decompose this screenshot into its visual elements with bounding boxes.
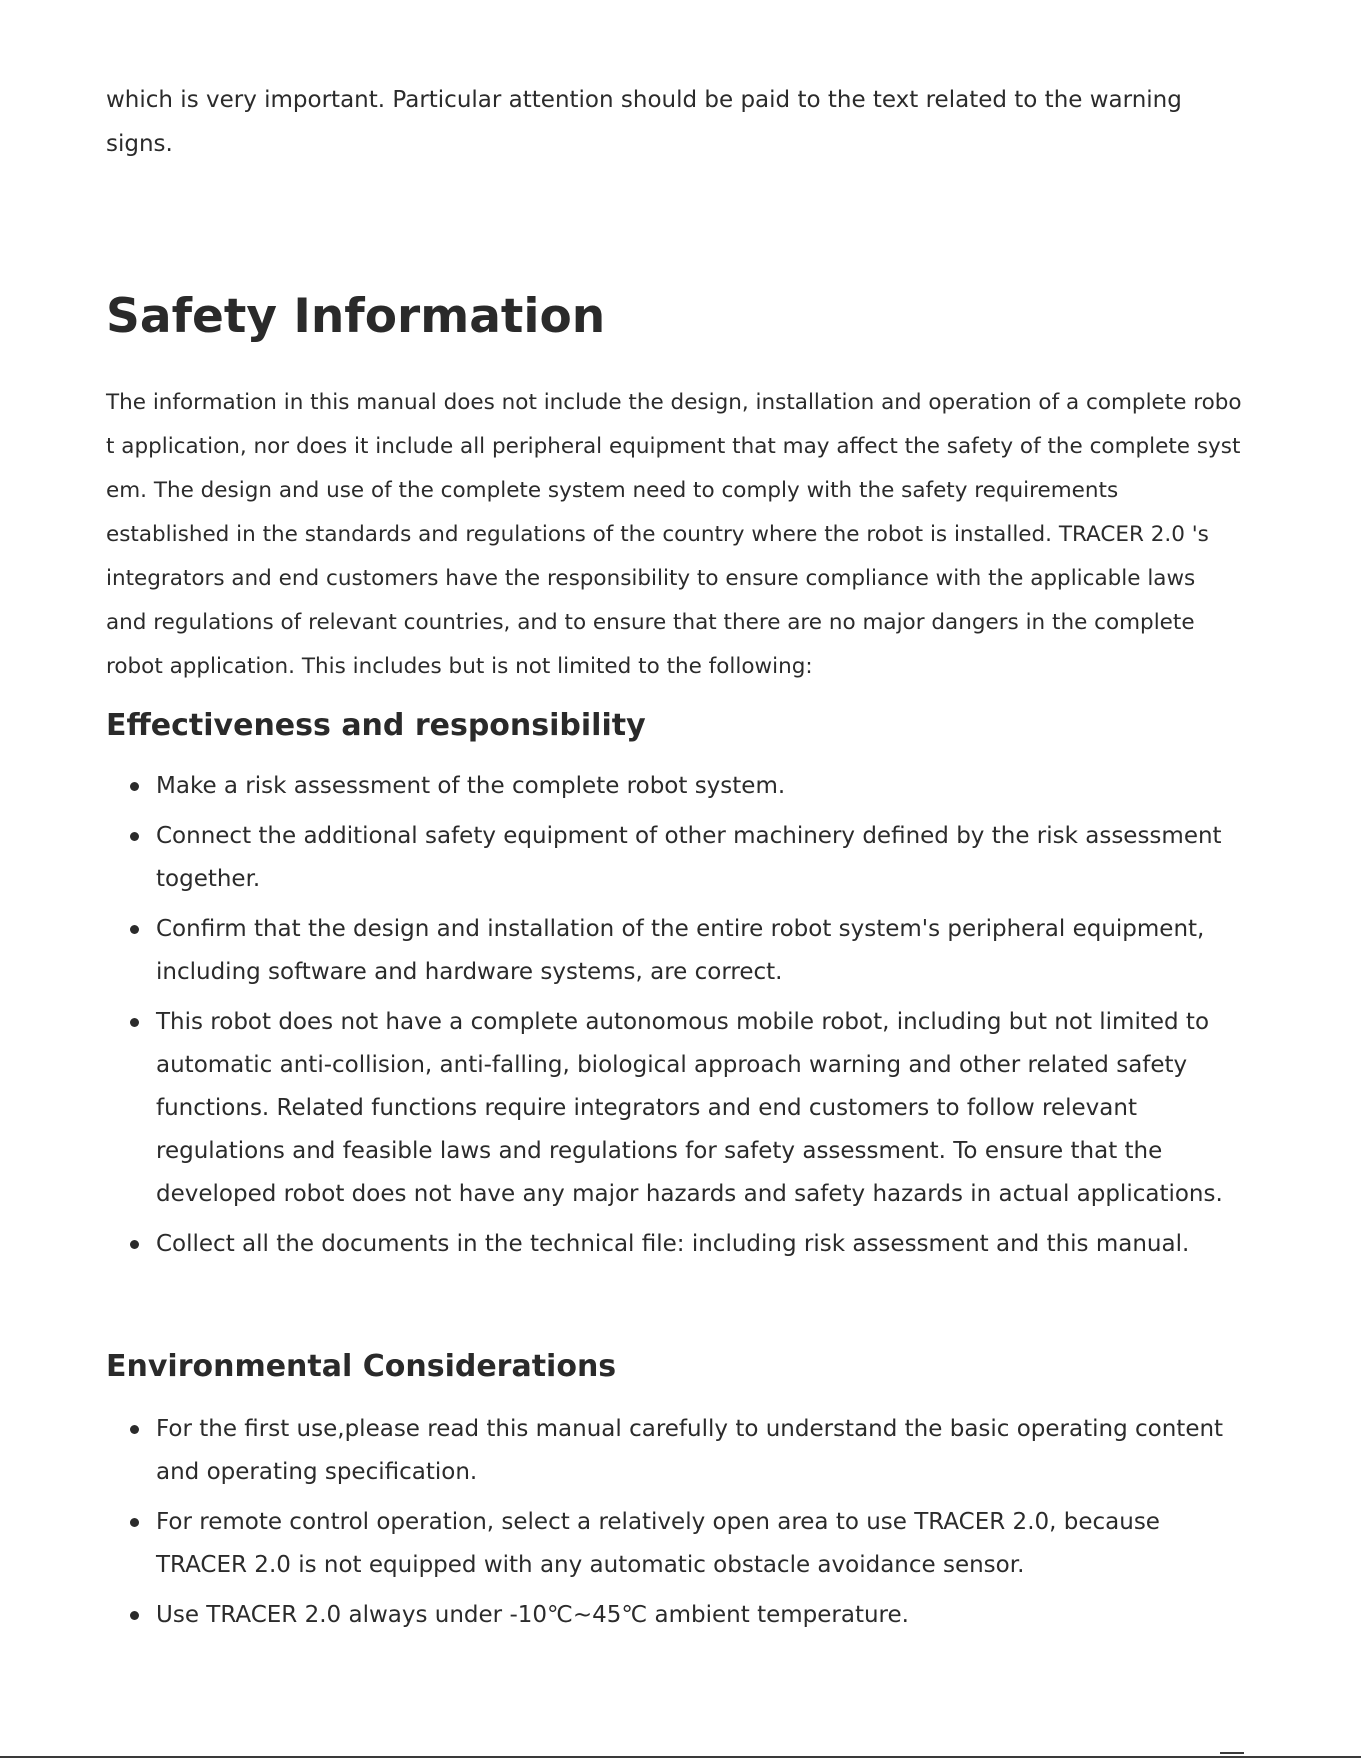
intro-paragraph: which is very important. Particular attention should be paid to the text related to the warning signs. — [106, 87, 1182, 157]
bullet-icon — [130, 1018, 139, 1027]
effectiveness-list — [106, 765, 1256, 1273]
bullet-icon — [130, 832, 139, 841]
bullet-icon — [130, 782, 139, 791]
list-item-text: Connect the additional safety equipment of other machinery defined by the risk assessment together. — [156, 823, 1222, 892]
list-item — [106, 1594, 1256, 1637]
list-item-text: For the first use,please read this manual carefully to understand the basic operating content and operating specification. — [156, 1416, 1224, 1485]
bullet-icon — [130, 1611, 139, 1620]
bullet-icon — [130, 1425, 139, 1434]
list-item — [106, 1223, 1256, 1266]
bullet-icon — [130, 925, 139, 934]
list-item-text: This robot does not have a complete autonomous mobile robot, including but not limited to automatic anti-collision, anti-falling, biological approach warning and other related safety functions. Related functions require integrators and end customers to follow relevant regulations and feasible laws and regulations for safety assessment. To ensure that the developed robot does not have any major hazards and safety hazards in actual applications. — [156, 1009, 1223, 1207]
list-item — [106, 1001, 1256, 1216]
list-item-text: Confirm that the design and installation of the entire robot system's peripheral equipment, including software and hardware systems, are correct. — [156, 916, 1205, 985]
list-item — [106, 765, 1256, 808]
list-item — [106, 1501, 1256, 1587]
footer-mark — [1220, 1752, 1244, 1754]
list-item-text: Make a risk assessment of the complete robot system. — [156, 773, 786, 799]
list-item — [106, 908, 1256, 994]
bullet-icon — [130, 1240, 139, 1249]
safety-paragraph: The information in this manual does not include the design, installation and operation of a complete robo t application, nor does it include all peripheral equipment that may affect the safety of the complete syst em. The design and use of the complete system need to comply with the safety requirements established in the standards and regulations of the country where the robot is installed. TRACER 2.0 's integrators and end customers have the responsibility to ensure compliance with the applicable laws and regulations of relevant countries, and to ensure that there are no major dangers in the complete robot application. This includes but is not limited to the following: — [106, 390, 1242, 679]
list-item — [106, 815, 1256, 901]
bullet-icon — [130, 1518, 139, 1527]
section-title-safety-information: Safety Information — [106, 289, 606, 344]
list-item-text: For remote control operation, select a relatively open area to use TRACER 2.0, because TRACER 2.0 is not equipped with any automatic obstacle avoidance sensor. — [156, 1509, 1160, 1578]
list-item-text: Collect all the documents in the technical file: including risk assessment and this manual. — [156, 1231, 1190, 1257]
list-item — [106, 1408, 1256, 1494]
list-item-text: Use TRACER 2.0 always under -10℃~45℃ ambient temperature. — [156, 1602, 909, 1628]
footer-divider — [0, 1756, 1361, 1758]
subsection-title-environmental: Environmental Considerations — [106, 1349, 617, 1384]
environmental-list — [106, 1408, 1256, 1644]
subsection-title-effectiveness: Effectiveness and responsibility — [106, 708, 646, 743]
